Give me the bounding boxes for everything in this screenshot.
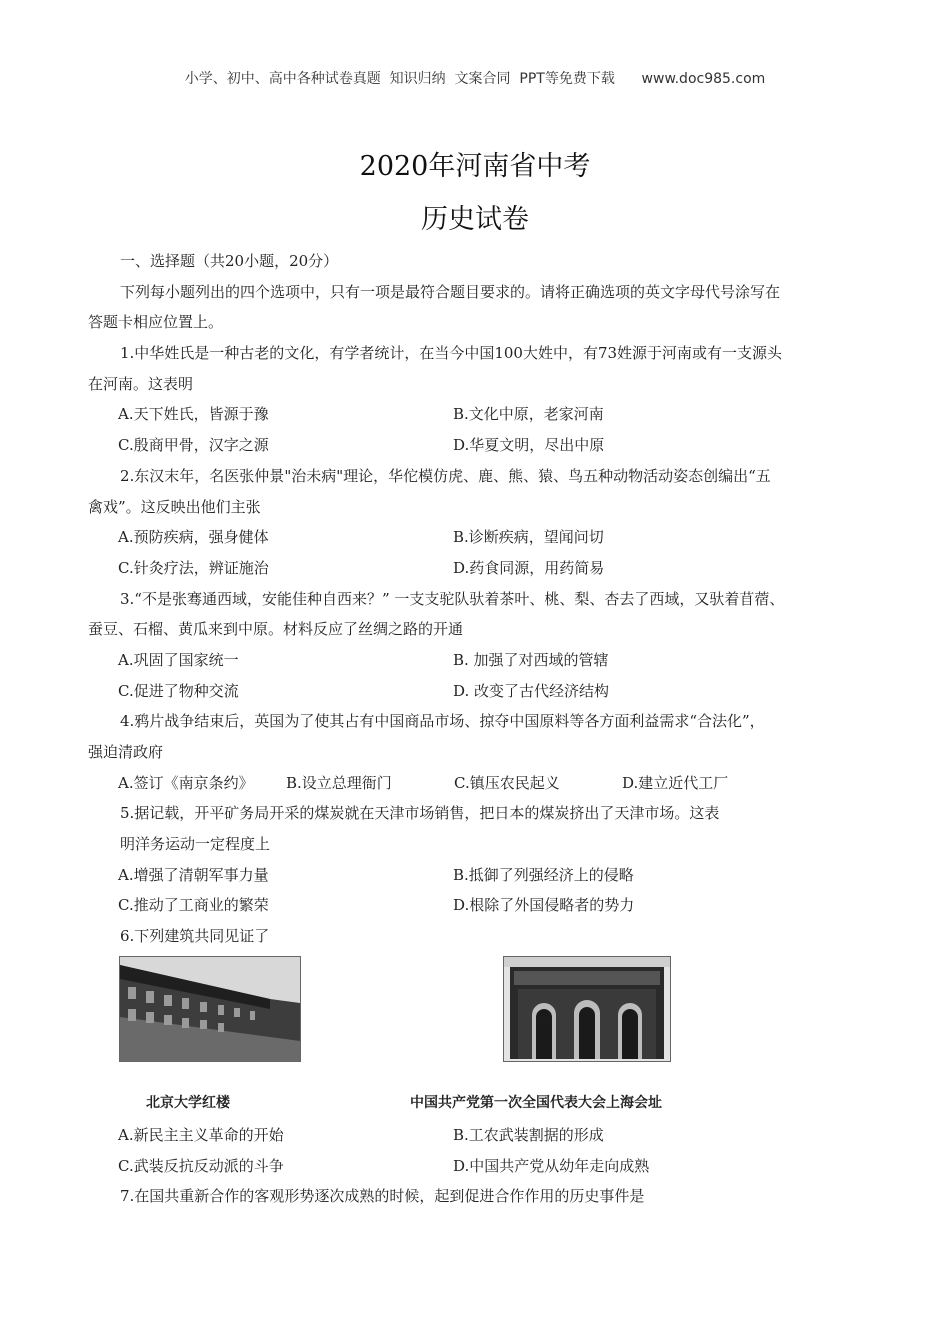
instructions-line-1: 下列每小题列出的四个选项中，只有一项是最符合题目要求的。请将正确选项的英文字母代号涂写在 [120, 282, 781, 301]
q5-option-d: D.根除了外国侵略者的势力 [453, 896, 635, 915]
q2-options-row-2 [88, 553, 878, 584]
q5-option-b: B.抵御了列强经济上的侵略 [453, 865, 634, 884]
q1-option-b: B.文化中原，老家河南 [453, 405, 604, 424]
q6-stem: 6.下列建筑共同见证了 [120, 927, 270, 946]
caption-red-building: 北京大学红楼 [146, 1094, 230, 1111]
q4-options-row [88, 768, 878, 799]
q4-stem-line-1: 4.鸦片战争结束后，英国为了使其占有中国商品市场、掠夺中国原料等各方面利益需求“合法化”， [120, 712, 765, 731]
q4-stem-line-2: 强迫清政府 [88, 743, 164, 761]
q5-options-row-1 [88, 860, 878, 891]
q1-options-row-2 [88, 430, 878, 461]
q5-options-row-2 [88, 890, 878, 921]
q3-option-c: C.促进了物种交流 [118, 681, 239, 700]
q1-option-c: C.殷商甲骨，汉字之源 [118, 436, 269, 455]
q3-stem-line-2: 蚕豆、石榴、黄瓜来到中原。材料反应了丝绸之路的开通 [88, 620, 464, 639]
instructions-line-2: 答题卡相应位置上。 [88, 313, 224, 332]
q6-option-d: D.中国共产党从幼年走向成熟 [453, 1156, 650, 1175]
q1-options-row-1 [88, 399, 878, 430]
q2-stem-line-1: 2.东汉末年，名医张仲景"治未病"理论，华佗模仿虎、鹿、熊、猿、鸟五种动物活动姿态创编出“五 [120, 466, 771, 485]
q6-options-row-2 [88, 1151, 878, 1182]
q5-stem-line-1: 5.据记载，开平矿务局开采的煤炭就在天津市场销售，把日本的煤炭挤出了天津市场。这表 [120, 804, 720, 823]
q6-option-b: B.工农武装割据的形成 [453, 1125, 604, 1144]
peking-university-red-building-photo [119, 956, 301, 1062]
q3-option-b: B. 加强了对西域的管辖 [453, 650, 609, 669]
section-heading: 一、选择题（共20小题，20分） [120, 252, 339, 270]
q6-option-a: A.新民主主义革命的开始 [118, 1125, 284, 1144]
exam-subtitle: 历史试卷 [421, 204, 529, 235]
q2-option-b: B.诊断疾病，望闻问切 [453, 528, 604, 547]
exam-content [88, 246, 878, 1212]
q5-stem-line-2: 明洋务运动一定程度上 [120, 835, 271, 854]
caption-first-congress-site: 中国共产党第一次全国代表大会上海会址 [410, 1094, 662, 1111]
q6-option-c: C.武装反抗反动派的斗争 [118, 1156, 284, 1175]
q2-stem-line-2: 禽戏”。这反映出他们主张 [88, 497, 261, 516]
q1-stem-line-1: 1.中华姓氏是一种古老的文化，有学者统计，在当今中国100大姓中，有73姓源于河南或有一支源头 [120, 344, 783, 363]
q4-option-b: B.设立总理衙门 [286, 773, 392, 792]
q2-options-row-1 [88, 522, 878, 553]
q3-option-a: A.巩固了国家统一 [118, 650, 239, 669]
q4-option-d: D.建立近代工厂 [622, 773, 729, 792]
q4-option-a: A.签订《南京条约》 [118, 773, 254, 792]
q6-options-row-1 [88, 1120, 878, 1151]
q5-option-a: A.增强了清朝军事力量 [118, 865, 269, 884]
q3-options-row-2 [88, 676, 878, 707]
q6-figures [88, 952, 878, 1080]
q5-option-c: C.推动了工商业的繁荣 [118, 896, 269, 915]
cpc-first-congress-site-photo [503, 956, 671, 1062]
q7-stem: 7.在国共重新合作的客观形势逐次成熟的时候，起到促进合作作用的历史事件是 [120, 1187, 645, 1206]
q4-option-c: C.镇压农民起义 [454, 773, 560, 792]
q2-option-d: D.药食同源，用药简易 [453, 558, 605, 577]
q2-option-a: A.预防疾病，强身健体 [118, 528, 269, 547]
q6-captions [88, 1080, 878, 1120]
q3-stem-line-1: 3.“不是张骞通西域，安能佳种自西来？” 一支支驼队驮着茶叶、桃、梨、杏去了西域，又驮着苜蓿、 [120, 589, 785, 608]
q1-stem-line-2: 在河南。这表明 [88, 374, 194, 393]
q3-option-d: D. 改变了古代经济结构 [453, 681, 610, 700]
q1-option-d: D.华夏文明，尽出中原 [453, 436, 605, 455]
site-header: 小学、初中、高中各种试卷真题 知识归纳 文案合同 PPT等免费下载 www.doc985.com [184, 71, 766, 87]
q3-options-row-1 [88, 645, 878, 676]
q2-option-c: C.针灸疗法，辨证施治 [118, 558, 269, 577]
q1-option-a: A.天下姓氏，皆源于豫 [118, 405, 269, 424]
exam-title: 2020年河南省中考 [359, 151, 591, 182]
